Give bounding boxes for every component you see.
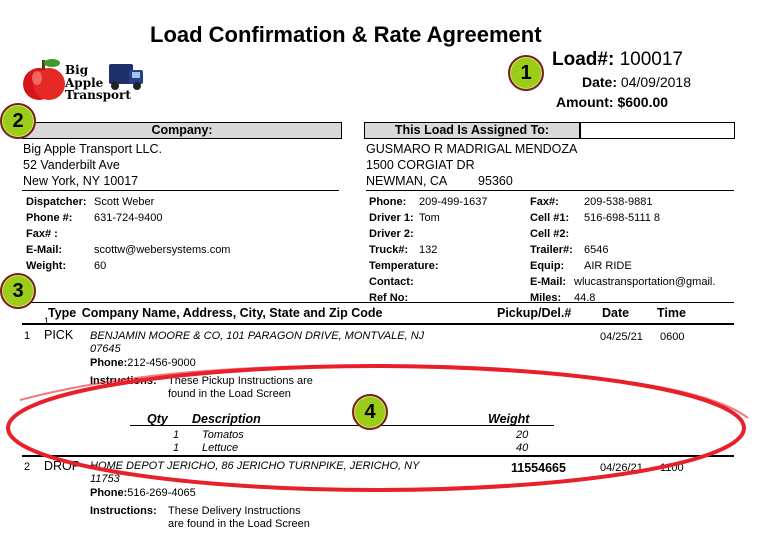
info-row: Weight: 60 xyxy=(26,260,107,272)
info-row: E-Mail: wlucastransportation@gmail. xyxy=(530,276,716,288)
assigned-city-line xyxy=(366,173,577,189)
col-pickup: Pickup/Del.# xyxy=(497,306,572,320)
company-street: 52 Vanderbilt Ave xyxy=(23,158,120,172)
annotation-badge-1: 1 xyxy=(508,55,544,91)
item-weight: 20 xyxy=(516,429,529,441)
col-type: Type xyxy=(48,306,77,320)
col-date: Date xyxy=(602,306,630,320)
company-name: Big Apple Transport LLC. xyxy=(23,142,162,156)
stop2-instructions: Instructions: These Delivery Instructions are found in the Load Screen xyxy=(90,505,310,530)
info-row: Driver 1: Tom xyxy=(369,212,440,224)
load-date xyxy=(582,74,691,90)
company-logo xyxy=(19,54,151,110)
stop2-type: DROP xyxy=(44,459,81,473)
info-row: Fax# : xyxy=(26,228,58,240)
col-company: Company Name, Address, City, State and Zip Code xyxy=(81,306,383,320)
stops-header-rule xyxy=(22,323,734,325)
stop2-phone: Phone:516-269-4065 xyxy=(90,487,196,499)
info-row: Truck#: 132 xyxy=(369,244,438,256)
info-row: E-Mail: scottw@webersystems.com xyxy=(26,244,231,256)
load-amount xyxy=(556,94,668,110)
driver-info xyxy=(369,194,488,306)
logo-line-3: Transport xyxy=(65,88,131,102)
stop1-company: BENJAMIN MOORE & CO, 101 PARAGON DRIVE, MONTVALE, NJ 07645 xyxy=(90,330,425,355)
items-col-description: Description xyxy=(192,412,261,426)
annotation-ellipse xyxy=(0,360,767,500)
stop1-date: 04/25/21 xyxy=(600,331,643,343)
info-row: Trailer#: 6546 xyxy=(530,244,609,256)
stops-header xyxy=(48,306,383,320)
info-row: Cell #1: 516-698-5111 8 xyxy=(530,212,661,224)
item-description: Tomatos xyxy=(202,429,244,441)
col-time: Time xyxy=(657,306,686,320)
company-city: New York, NY 10017 xyxy=(23,174,139,188)
amount-label: Amount: xyxy=(556,94,614,110)
info-row: Equip: AIR RIDE xyxy=(530,260,632,272)
equipment-info xyxy=(530,194,715,306)
stop2-pickup-number: 11554665 xyxy=(511,461,566,475)
logo-line-1: Big xyxy=(65,63,89,77)
info-row: Ref No: xyxy=(369,292,409,304)
stops-top-rule xyxy=(22,302,734,303)
info-row: Contact: xyxy=(369,276,414,288)
load-value: 100017 xyxy=(619,49,683,70)
assigned-header-blank xyxy=(580,122,735,139)
company-header: Company: xyxy=(22,122,342,139)
company-divider xyxy=(22,190,339,191)
items-col-weight: Weight xyxy=(488,412,530,426)
col-num-marker: 1 xyxy=(44,316,50,326)
stop2-time: 1100 xyxy=(660,462,684,474)
item-qty: 1 xyxy=(173,442,180,454)
annotation-badge-4: 4 xyxy=(352,394,388,430)
annotation-badge-3: 3 xyxy=(0,273,36,309)
info-row: Phone: 209-499-1637 xyxy=(369,196,488,208)
info-row: Driver 2: xyxy=(369,228,414,240)
date-label: Date: xyxy=(582,74,618,90)
assigned-street: 1500 CORGIAT DR xyxy=(366,158,475,172)
annotation-badge-2: 2 xyxy=(0,103,36,139)
dispatcher-info xyxy=(26,194,230,274)
stop2-date: 04/26/21 xyxy=(600,462,643,474)
company-address xyxy=(23,141,162,189)
assigned-zip: 95360 xyxy=(478,174,513,188)
page-title: Load Confirmation & Rate Agreement xyxy=(150,22,542,47)
item-description: Lettuce xyxy=(202,442,239,454)
stop1-phone: Phone:212-456-9000 xyxy=(90,357,196,369)
assigned-header: This Load Is Assigned To: xyxy=(364,122,580,139)
logo-line-2: Apple xyxy=(65,75,104,90)
info-row: Fax#: 209-538-9881 xyxy=(530,196,653,208)
item-weight: 40 xyxy=(516,442,529,454)
assigned-name: GUSMARO R MADRIGAL MENDOZA xyxy=(366,142,578,156)
stop2-num: 2 xyxy=(24,461,31,473)
item-qty: 1 xyxy=(173,429,180,441)
info-row: Phone #: 631-724-9400 xyxy=(26,212,163,224)
amount-value: $600.00 xyxy=(617,94,669,110)
assigned-city: NEWMAN, CA xyxy=(366,174,447,188)
load-label: Load#: xyxy=(552,49,615,70)
info-row: Cell #2: xyxy=(530,228,570,240)
date-value: 04/09/2018 xyxy=(620,74,691,90)
assigned-address xyxy=(366,141,577,189)
stop1-instructions: Instructions: These Pickup Instructions are found in the Load Screen xyxy=(90,375,313,400)
items-col-qty: Qty xyxy=(147,412,168,426)
info-row: Dispatcher: Scott Weber xyxy=(26,196,155,208)
info-row: Miles: 44.8 xyxy=(530,292,596,304)
info-row: Temperature: xyxy=(369,260,439,272)
stop1-num: 1 xyxy=(24,330,31,342)
load-number xyxy=(552,49,683,71)
assigned-divider xyxy=(366,190,734,191)
stop1-type: PICK xyxy=(44,328,74,342)
stop2-company: HOME DEPOT JERICHO, 86 JERICHO TURNPIKE, JERICHO, NY 11753 xyxy=(90,460,420,485)
stop1-time: 0600 xyxy=(660,331,685,343)
